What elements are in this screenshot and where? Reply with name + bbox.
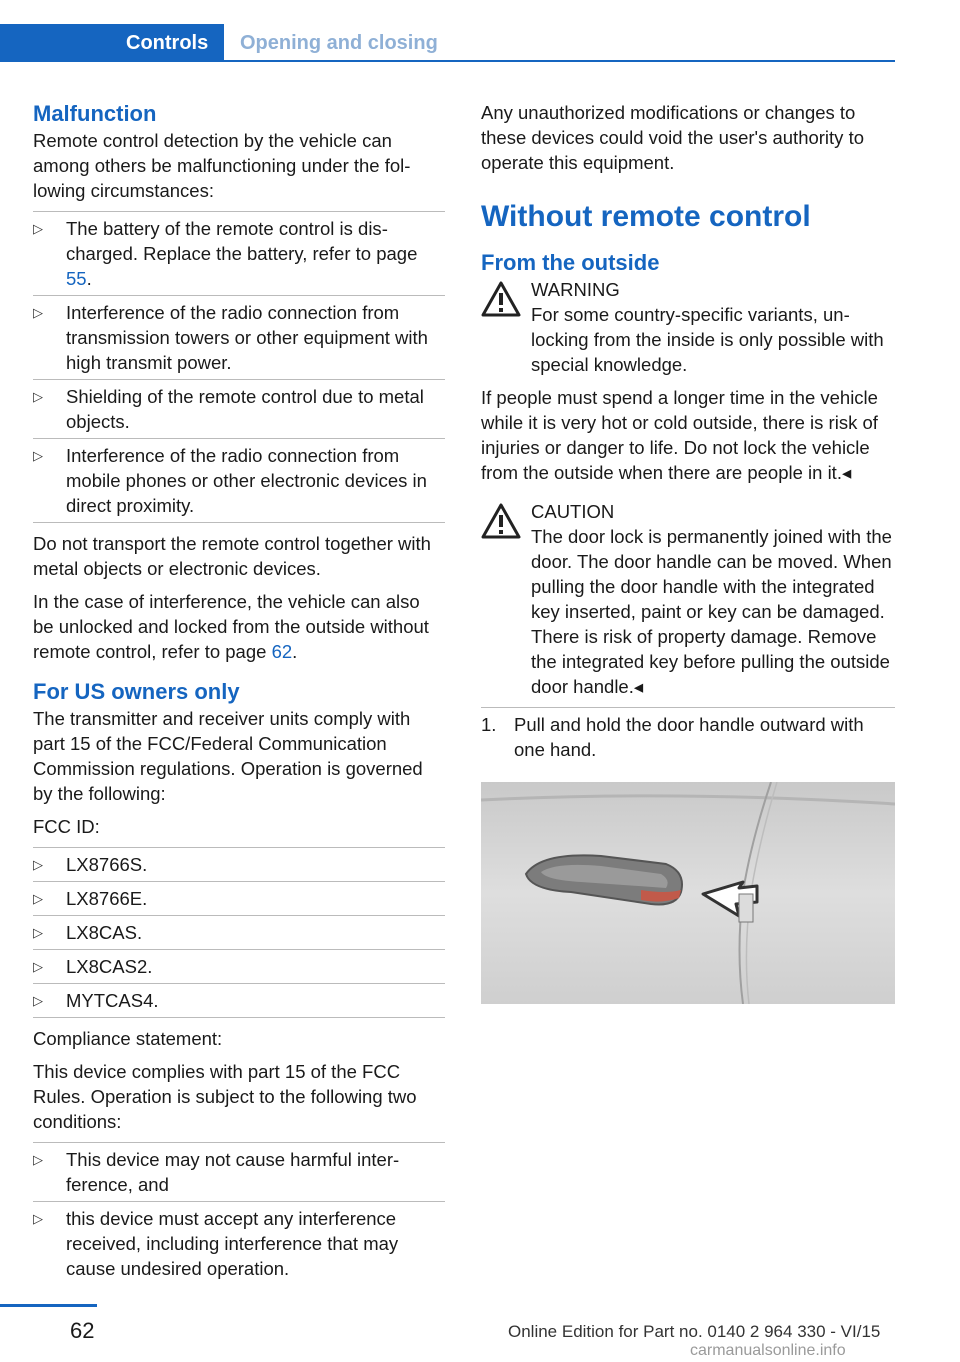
list-item: ▷ LX8CAS. [33, 916, 445, 950]
us-owners-text: The transmitter and receiver units comply with part 15 of the FCC/Federal Communication Commission regulations. Operation is governed by the following: [33, 708, 423, 804]
malfunction-intro: Remote control detection by the vehicle can among others be malfunctioning under the following circumstances: [33, 130, 411, 201]
warning-triangle-icon [481, 281, 521, 317]
list-item: ▷ this device must accept any interference received, including interference that may cause undesired operation. [33, 1208, 399, 1279]
transport-note: Do not transport the remote control together with metal objects or electronic devices. [33, 533, 431, 579]
triangle-bullet-icon: ▷ [33, 1152, 43, 1167]
warning-text-1: For some country-specific variants, unlocking from the inside is only possible with special knowledge. [531, 304, 884, 375]
footer-rule [0, 1304, 97, 1307]
list-item: ▷ Interference of the radio connection from mobile phones or other electronic devices in direct proximity. [33, 439, 445, 523]
list-item: ▷ The battery of the remote control is discharged. Replace the battery, refer to page 55. [33, 212, 445, 296]
right-column [481, 100, 895, 1004]
warning-text-2: If people must spend a longer time in the vehicle while it is very hot or cold outside, there is risk of injuries or danger to life. Do not lock the vehicle from the outside when there are people in it.◂ [481, 387, 878, 483]
fcc-id-label: FCC ID: [33, 816, 100, 837]
page-link-55[interactable]: 55 [66, 268, 87, 289]
section-heading: Without remote control [481, 200, 811, 233]
list-item: ▷ LX8766E. [33, 882, 445, 916]
conditions-list [33, 1142, 445, 1285]
page-number: 62 [70, 1318, 95, 1343]
triangle-bullet-icon: ▷ [33, 959, 43, 974]
list-item: ▷ LX8CAS2. [33, 950, 445, 984]
header-rule [224, 60, 895, 62]
page-link-62[interactable]: 62 [271, 641, 293, 662]
malfunction-heading: Malfunction [33, 101, 157, 126]
caution-block [481, 499, 895, 699]
list-item: ▷ Interference of the radio connection from transmission towers or other equipment with high transmit power. [33, 296, 445, 380]
door-handle-drawing [481, 782, 895, 1004]
triangle-bullet-icon: ▷ [33, 891, 43, 906]
us-owners-heading: For US owners only [33, 679, 240, 704]
edition-text: Online Edition for Part no. 0140 2 964 330 - VI/15 [508, 1322, 881, 1341]
warning-label: WARNING [531, 279, 620, 300]
triangle-bullet-icon: ▷ [33, 221, 43, 236]
triangle-bullet-icon: ▷ [33, 389, 43, 404]
outside-heading: From the outside [481, 250, 660, 275]
door-handle-illustration [481, 782, 895, 1004]
page-header [0, 24, 895, 62]
interference-note: In the case of interference, the vehicle can also be unlocked and locked from the outside without remote control, refer to page 62. [33, 591, 429, 662]
fcc-id-list [33, 847, 445, 1018]
header-section-label: Controls [126, 32, 209, 54]
triangle-bullet-icon: ▷ [33, 1211, 43, 1226]
steps-list [481, 707, 895, 766]
triangle-bullet-icon: ▷ [33, 857, 43, 872]
triangle-bullet-icon: ▷ [33, 993, 43, 1008]
header-subsection-label: Opening and closing [240, 32, 438, 54]
caution-label: CAUTION [531, 501, 615, 522]
list-item: ▷ This device may not cause harmful interference, and [33, 1143, 445, 1202]
caution-text: The door lock is permanently joined with the door. The door handle can be moved. When pulling the door handle with the integrated key inserted, paint or key can be damaged. There is risk of property damage. Remove the integrated key before pulling the outside door handle.◂ [531, 526, 892, 697]
compliance-text: This device complies with part 15 of the FCC Rules. Operation is subject to the following two conditions: [33, 1061, 417, 1132]
modifications-text: Any unauthorized modifications or changes to these devices could void the user's authority to operate this equipment. [481, 102, 864, 173]
list-item: 1. Pull and hold the door handle outward with one hand. [481, 714, 864, 760]
triangle-bullet-icon: ▷ [33, 448, 43, 463]
list-item: ▷ Shielding of the remote control due to metal objects. [33, 380, 445, 439]
malfunction-list [33, 211, 445, 523]
left-column [33, 100, 445, 1293]
triangle-bullet-icon: ▷ [33, 925, 43, 940]
compliance-label: Compliance statement: [33, 1028, 223, 1049]
list-item: ▷ MYTCAS4. [33, 984, 445, 1018]
caution-triangle-icon [481, 503, 521, 539]
list-item: ▷ LX8766S. [33, 848, 445, 882]
warning-block [481, 277, 895, 377]
step-number: 1. [481, 714, 497, 735]
watermark-text: carmanualsonline.info [690, 1342, 846, 1359]
triangle-bullet-icon: ▷ [33, 305, 43, 320]
header-section-tab [0, 24, 224, 62]
